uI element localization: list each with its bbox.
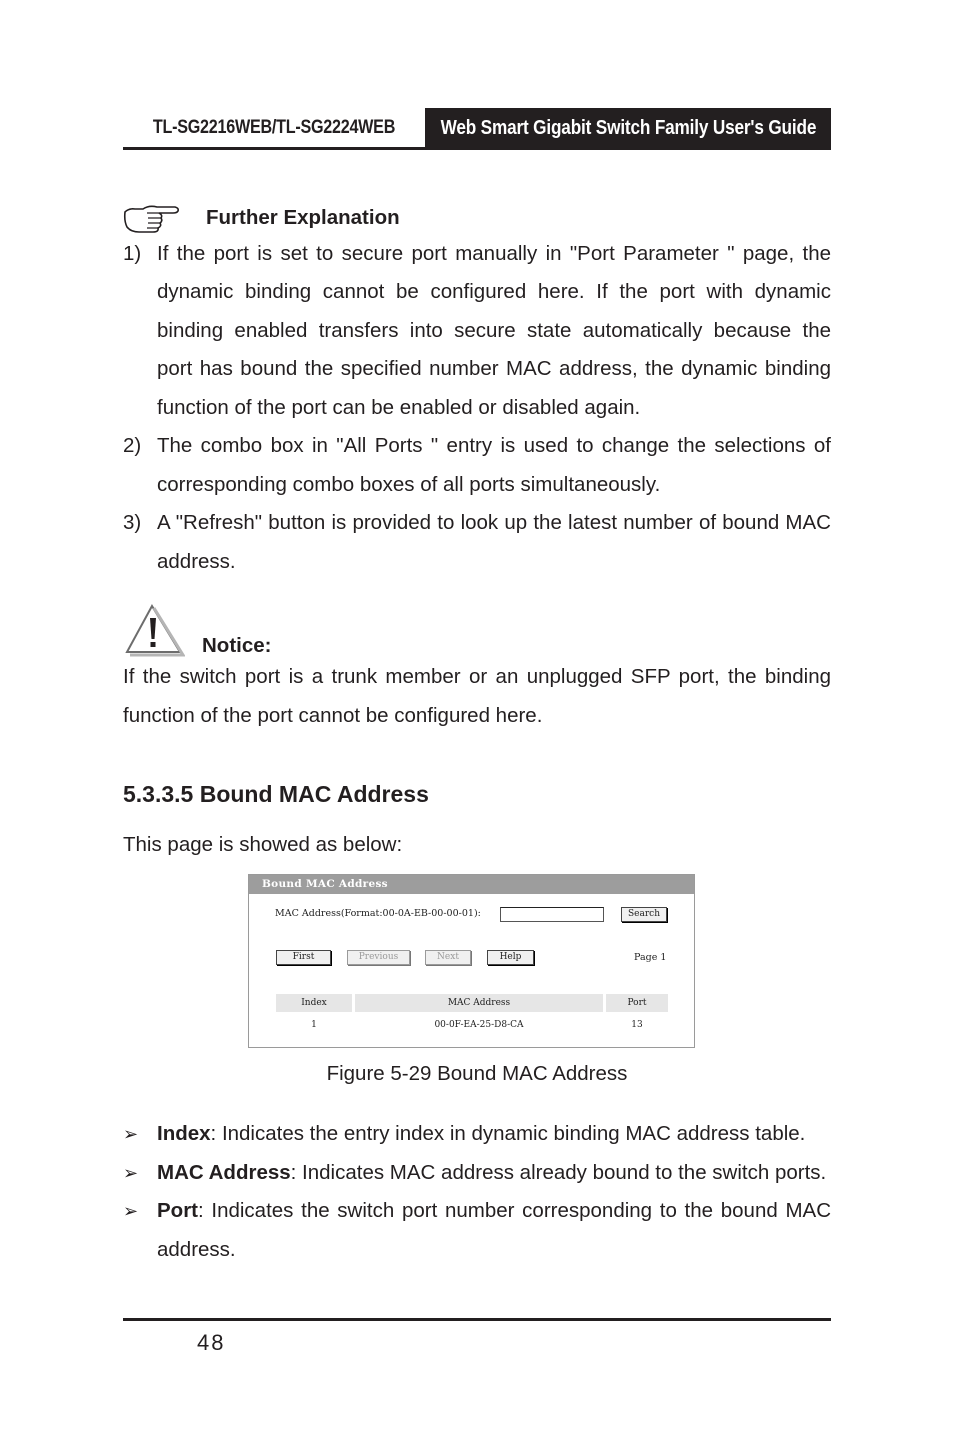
item-number: 3) (123, 511, 142, 534)
bullet-item (157, 1192, 831, 1231)
header-model: TL-SG2216WEB/TL-SG2224WEB (152, 117, 396, 138)
notice-line: function of the port cannot be configured here. (123, 704, 543, 727)
bullet-term: Index (157, 1122, 211, 1145)
table-cell-port: 13 (631, 1020, 643, 1030)
item-line: dynamic binding cannot be configured here. If the port with dynamic (157, 280, 831, 303)
bullet-arrow-icon: ➢ (123, 1124, 139, 1144)
notice-title: Notice: (202, 634, 272, 657)
item-line: The combo box in "All Ports " entry is used to change the selections of (157, 434, 831, 457)
item-number: 2) (123, 434, 142, 457)
mac-address-label: MAC Address(Format:00-0A-EB-00-00-01): (275, 908, 481, 919)
bullet-arrow-icon: ➢ (123, 1201, 139, 1221)
section-heading: 5.3.3.5 Bound MAC Address (123, 781, 429, 807)
page-indicator: Page 1 (634, 952, 667, 963)
column-header-index: Index (276, 994, 352, 1012)
help-button[interactable]: Help (487, 950, 534, 965)
item-line: binding enabled transfers into secure state automatically because the (157, 319, 831, 342)
notice-line: If the switch port is a trunk member or an unplugged SFP port, the binding (123, 665, 831, 688)
previous-button[interactable]: Previous (347, 950, 410, 965)
panel-title: Bound MAC Address (249, 875, 694, 894)
item-line: If the port is set to secure port manually in "Port Parameter " page, the (157, 242, 831, 265)
table-cell-index: 1 (311, 1020, 317, 1030)
column-header-port: Port (606, 994, 668, 1012)
bullet-item (157, 1154, 831, 1193)
item-number: 1) (123, 242, 142, 265)
bullet-text: : Indicates MAC address already bound to the switch ports. (290, 1161, 827, 1184)
pointing-hand-icon (123, 203, 181, 235)
footer-rule (123, 1318, 831, 1321)
header-guide-title (425, 108, 831, 148)
item-line: address. (157, 550, 236, 573)
search-button[interactable]: Search (621, 907, 667, 922)
figure-caption: Figure 5-29 Bound MAC Address (326, 1062, 628, 1085)
further-explanation-title: Further Explanation (206, 206, 400, 229)
bullet-item (157, 1115, 831, 1154)
bullet-term: MAC Address (157, 1161, 291, 1184)
mac-address-input[interactable] (500, 907, 604, 922)
item-line: corresponding combo boxes of all ports simultaneously. (157, 473, 661, 496)
page-number: 48 (197, 1330, 226, 1355)
header-rule (123, 147, 831, 150)
item-line: function of the port can be enabled or disabled again. (157, 396, 641, 419)
item-line: port has bound the specified number MAC address, the dynamic binding (157, 357, 831, 380)
first-button[interactable]: First (276, 950, 331, 965)
bullet-text: : Indicates the switch port number corresponding to the bound MAC (198, 1199, 831, 1222)
bound-mac-screenshot (248, 874, 695, 1048)
section-intro: This page is showed as below: (123, 833, 403, 856)
column-header-mac: MAC Address (355, 994, 603, 1012)
bullet-text: : Indicates the entry index in dynamic binding MAC address table. (210, 1122, 806, 1145)
bullet-continuation: address. (157, 1238, 236, 1261)
item-line: A "Refresh" button is provided to look up the latest number of bound MAC (157, 511, 831, 534)
header-guide-title-text: Web Smart Gigabit Switch Family User's Guide (440, 116, 816, 139)
warning-exclamation-icon (123, 602, 185, 658)
next-button[interactable]: Next (425, 950, 471, 965)
table-cell-mac: 00-0F-EA-25-D8-CA (434, 1020, 524, 1030)
bullet-term: Port (157, 1199, 198, 1222)
bullet-arrow-icon: ➢ (123, 1163, 139, 1183)
